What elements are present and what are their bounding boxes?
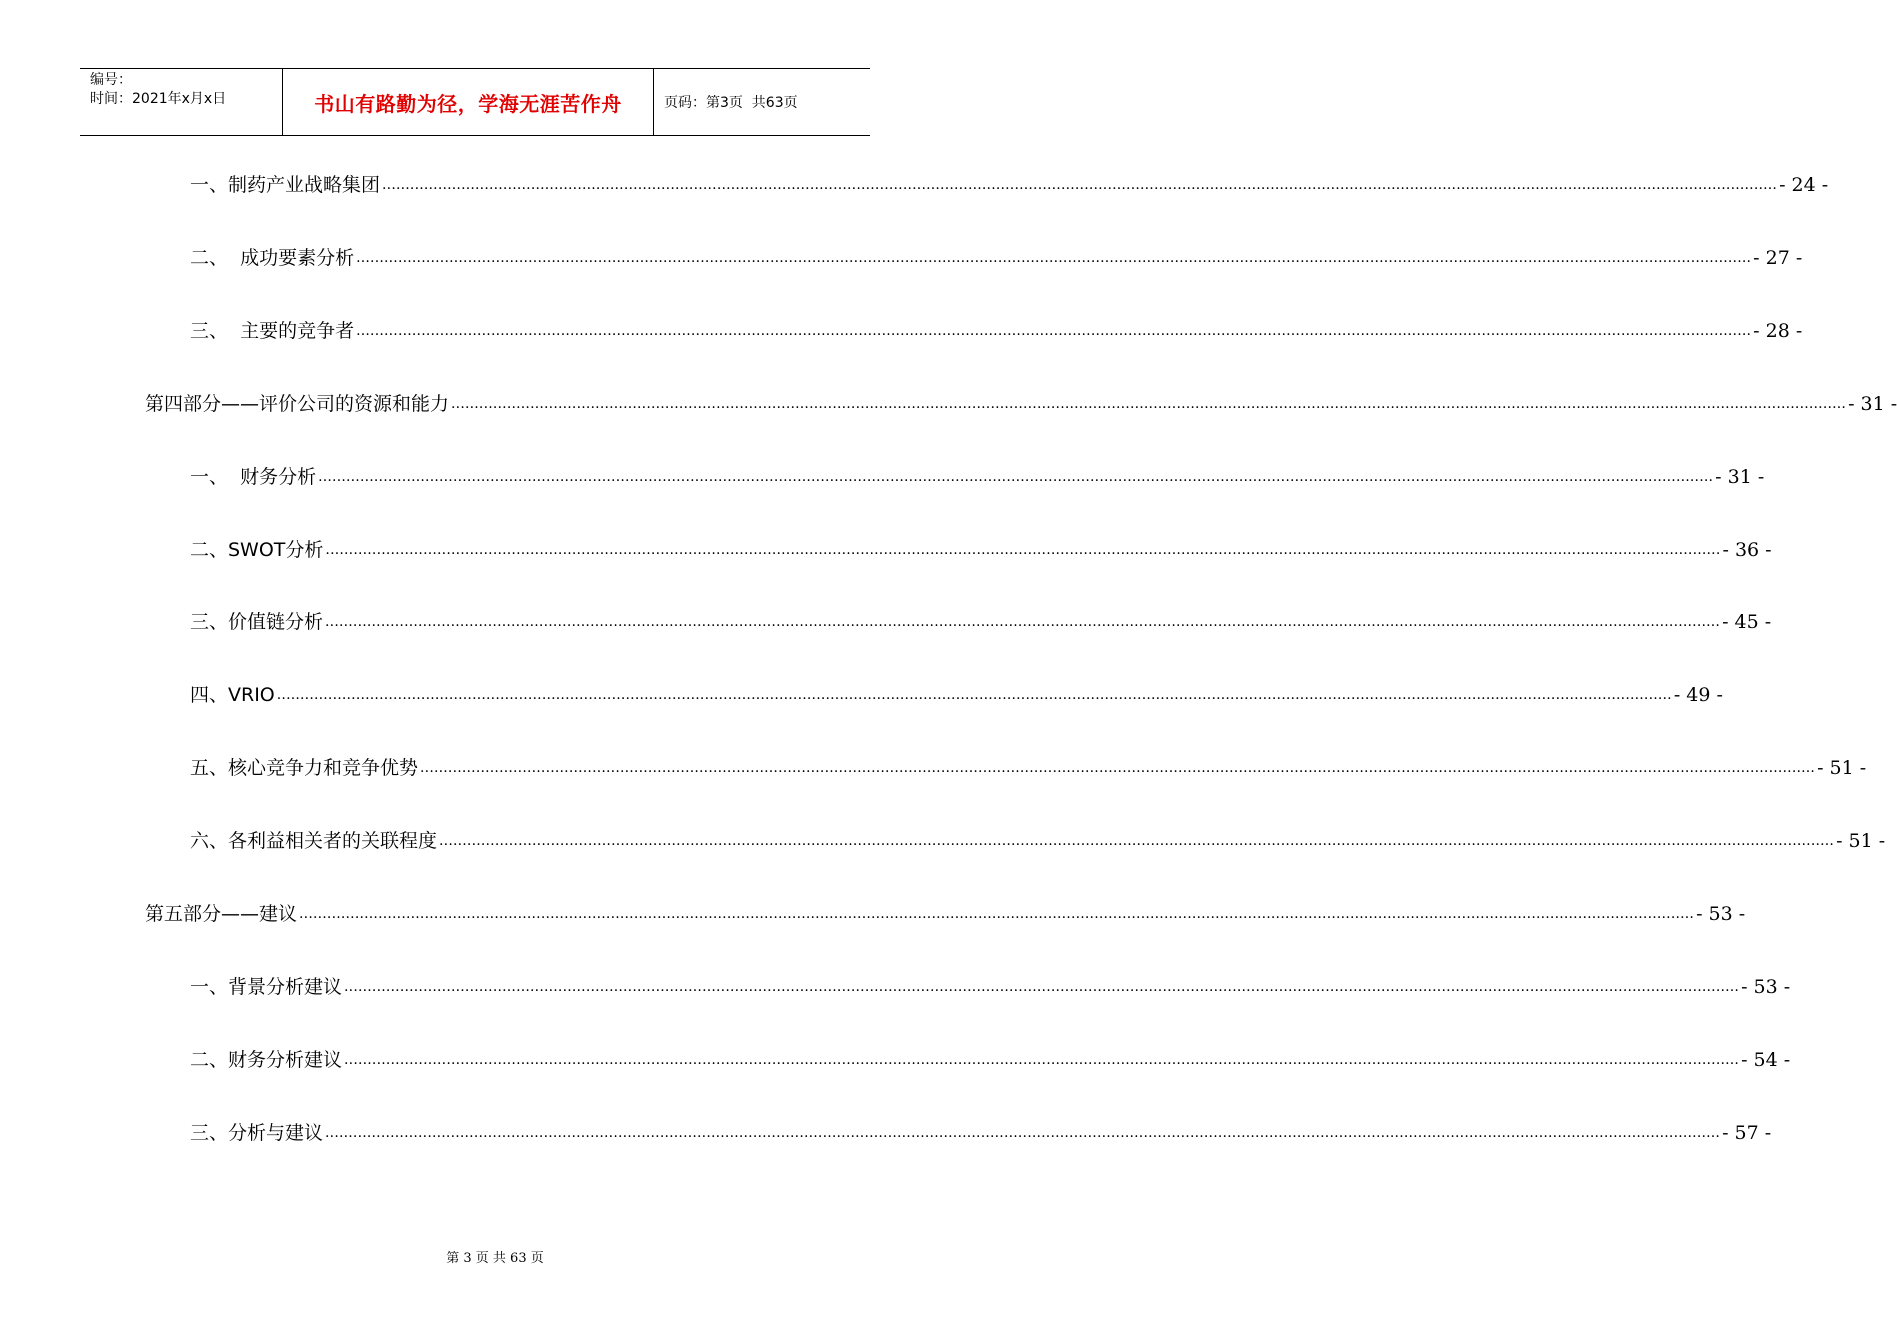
toc-dot-leader: ............................................................................................................................................................................................................................................................................................................ — [318, 468, 1714, 485]
toc-entry-title: 六、各利益相关者的关联程度 — [190, 830, 438, 853]
toc-entry-page: - 45 - — [1722, 611, 1772, 634]
page-header — [80, 68, 870, 136]
header-info-cell — [80, 69, 282, 135]
header-motto: 书山有路勤为径，学海无涯苦作舟 — [282, 69, 654, 135]
document-number-label: 编号： — [90, 72, 132, 88]
toc-entry-title: 第四部分——评价公司的资源和能力 — [145, 392, 450, 415]
toc-entry-page: - 28 - — [1753, 319, 1803, 342]
toc-entry-title: 五、核心竞争力和竞争优势 — [190, 757, 419, 780]
toc-entry-title: 二、SWOT分析 — [190, 538, 324, 561]
toc-entry[interactable] — [190, 751, 1867, 781]
toc-entry-title: 二、 成功要素分析 — [190, 246, 355, 269]
toc-entry-title: 第五部分——建议 — [145, 903, 298, 925]
toc-dot-leader: ............................................................................................................................................................................................................................................................................................................ — [439, 833, 1835, 850]
toc-entry-title: 一、 财务分析 — [190, 465, 317, 488]
toc-entry-title: 四、VRIO — [190, 684, 275, 707]
footer-page-number: 第 3 页 共 63 页 — [446, 1251, 544, 1266]
toc-entry[interactable] — [190, 533, 1772, 563]
toc-entry-title: 三、价值链分析 — [190, 611, 324, 634]
toc-entry-page: - 27 - — [1753, 246, 1803, 269]
toc-entry-page: - 31 - — [1848, 392, 1897, 415]
toc-dot-leader: ............................................................................................................................................................................................................................................................................................................ — [344, 978, 1740, 995]
toc-entry[interactable] — [190, 678, 1723, 708]
toc-entry-page: - 31 - — [1715, 465, 1765, 488]
toc-entry-page: - 24 - — [1779, 174, 1829, 196]
toc-entry-title: 一、制药产业战略集团 — [190, 174, 381, 196]
toc-entry[interactable] — [190, 1043, 1791, 1073]
toc-entry-page: - 51 - — [1817, 757, 1867, 780]
toc-entry-title: 一、背景分析建议 — [190, 975, 343, 998]
toc-entry-title: 三、分析与建议 — [190, 1121, 324, 1144]
toc-entry[interactable] — [190, 970, 1791, 1000]
header-page-cell — [654, 69, 870, 135]
toc-entry-page: - 53 - — [1741, 975, 1791, 998]
toc-entry[interactable] — [145, 387, 1897, 417]
toc-dot-leader: ............................................................................................................................................................................................................................................................................................................ — [356, 322, 1752, 339]
toc-entry[interactable] — [190, 1116, 1772, 1146]
document-date-label: 时间：2021年x月x日 — [90, 91, 227, 107]
toc-entry-title: 三、 主要的竞争者 — [190, 319, 355, 342]
toc-entry-page: - 57 - — [1722, 1121, 1772, 1144]
toc-dot-leader: ............................................................................................................................................................................................................................................................................................................ — [325, 614, 1721, 631]
toc-entry[interactable] — [190, 460, 1765, 490]
toc-dot-leader: ............................................................................................................................................................................................................................................................................................................ — [325, 1124, 1721, 1141]
toc-dot-leader: ............................................................................................................................................................................................................................................................................................................ — [451, 395, 1847, 412]
toc-dot-leader: ............................................................................................................................................................................................................................................................................................................ — [382, 177, 1778, 193]
toc-entry-page: - 49 - — [1673, 684, 1723, 707]
toc-entry[interactable] — [190, 824, 1886, 854]
header-page-label: 页码：第3页 共63页 — [664, 95, 798, 111]
toc-dot-leader: ............................................................................................................................................................................................................................................................................................................ — [420, 760, 1816, 777]
page-footer — [0, 1247, 950, 1266]
toc-entry-title: 二、财务分析建议 — [190, 1048, 343, 1071]
toc-entry-page: - 54 - — [1741, 1048, 1791, 1071]
toc-entry[interactable] — [190, 241, 1803, 271]
toc-dot-leader: ............................................................................................................................................................................................................................................................................................................ — [356, 249, 1752, 266]
toc-entry[interactable] — [190, 314, 1803, 344]
toc-entry-page: - 53 - — [1696, 903, 1746, 925]
toc-dot-leader: ............................................................................................................................................................................................................................................................................................................ — [299, 906, 1695, 922]
toc-entry-page: - 36 - — [1722, 538, 1772, 561]
toc-entry-page: - 51 - — [1836, 830, 1886, 853]
toc-entry[interactable] — [190, 168, 1829, 198]
toc-dot-leader: ............................................................................................................................................................................................................................................................................................................ — [325, 541, 1721, 558]
toc-entry[interactable] — [145, 897, 1746, 927]
toc-dot-leader: ............................................................................................................................................................................................................................................................................................................ — [344, 1051, 1740, 1068]
toc-dot-leader: ............................................................................................................................................................................................................................................................................................................ — [276, 687, 1672, 704]
toc-entry[interactable] — [190, 605, 1772, 635]
